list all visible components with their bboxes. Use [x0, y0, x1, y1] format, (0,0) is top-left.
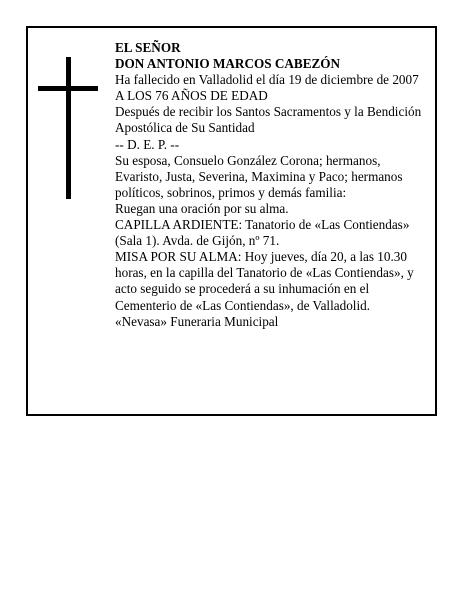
sacraments-line: Después de recibir los Santos Sacramentos y la Bendición Apostólica de Su Santidad [115, 104, 422, 136]
notice-title: EL SEÑOR [115, 40, 181, 55]
family-line: Su esposa, Consuelo González Corona; hermanos, Evaristo, Justa, Severina, Maximina y Paco; hermanos políticos, sobrinos, primos y demás familia: [115, 152, 403, 200]
death-info: Ha fallecido en Valladolid el día 19 de diciembre de 2007 [115, 72, 419, 88]
cross-horizontal-bar [38, 86, 98, 91]
notice-text [115, 40, 430, 330]
funeral-home: «Nevasa» Funeraria Municipal [115, 313, 279, 329]
age-line: A LOS 76 AÑOS DE EDAD [115, 88, 268, 104]
rip-line: -- D. E. P. -- [115, 136, 180, 152]
cross-vertical-bar [66, 57, 71, 199]
chapel-info: CAPILLA ARDIENTE: Tanatorio de «Las Contiendas» (Sala 1). Avda. de Gijón, nº 71. [115, 217, 410, 249]
deceased-name: DON ANTONIO MARCOS CABEZÓN [115, 56, 341, 72]
obituary-notice [26, 26, 437, 416]
mass-info: MISA POR SU ALMA: Hoy jueves, día 20, a las 10.30 horas, en la capilla del Tanatorio de «Las Contiendas», y acto seguido se procederá a su inhumación en el Cementerio de «Las Contiendas», de Valladolid. [115, 249, 414, 313]
prayer-request: Ruegan una oración por su alma. [115, 200, 289, 216]
